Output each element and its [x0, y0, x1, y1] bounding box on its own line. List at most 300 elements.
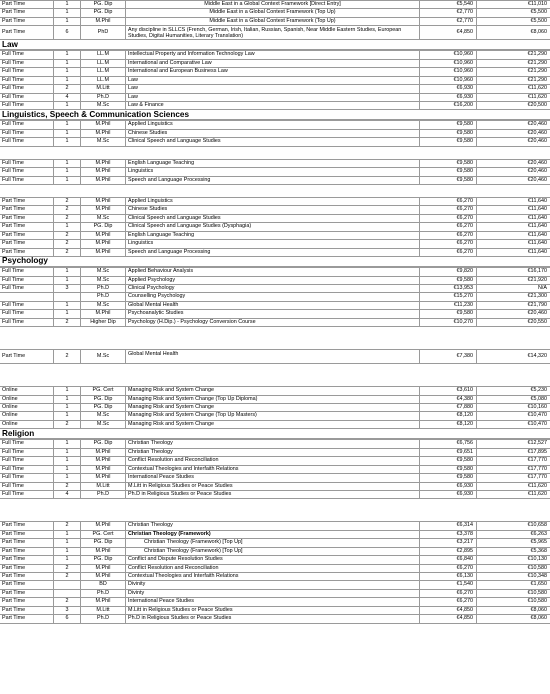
programme-cell: Applied Psychology	[125, 277, 419, 284]
study-mode-cell: Part Time	[2, 231, 26, 238]
programme-cell: International and European Business Law	[125, 68, 419, 75]
study-mode-cell: Part Time	[2, 522, 26, 529]
eu-fee-cell: €9,580	[419, 277, 476, 284]
study-mode-cell: Online	[2, 395, 18, 402]
table-row	[0, 60, 550, 68]
eu-fee-cell: €9,580	[419, 457, 476, 464]
programme-cell: M.Litt in Religious Studies or Peace Studies	[125, 483, 419, 490]
duration-cell: 1	[53, 223, 80, 230]
eu-fee-cell: €6,130	[419, 573, 476, 580]
qualification-cell: M.Phil	[80, 206, 125, 213]
non-eu-fee-cell: €8,060	[476, 26, 550, 39]
table-row	[0, 598, 550, 606]
fee-table-block	[0, 120, 550, 146]
table-row	[0, 581, 550, 589]
study-mode-cell: Part Time	[2, 1, 26, 8]
duration-cell: 1	[53, 396, 80, 403]
eu-fee-cell: €4,850	[419, 26, 476, 39]
duration-cell: 2	[53, 598, 80, 605]
non-eu-fee-cell: €11,640	[476, 198, 550, 205]
table-row	[0, 404, 550, 412]
table-row	[0, 474, 550, 482]
non-eu-fee-cell: €20,550	[476, 319, 550, 326]
programme-cell: Conflict Resolution and Reconciliation	[125, 457, 419, 464]
duration-cell	[53, 590, 80, 597]
non-eu-fee-cell: €11,620	[476, 94, 550, 101]
qualification-cell: M.Phil	[80, 548, 125, 555]
qualification-cell: M.Sc	[80, 268, 125, 275]
non-eu-fee-cell: €10,658	[476, 522, 550, 529]
programme-cell: Applied Behaviour Analysis	[125, 268, 419, 275]
non-eu-fee-cell: €21,290	[476, 60, 550, 67]
qualification-cell: Ph.D	[80, 285, 125, 292]
non-eu-fee-cell: €8,060	[476, 615, 550, 622]
non-eu-fee-cell: €20,460	[476, 121, 550, 128]
study-mode-cell: Full Time	[2, 76, 24, 83]
table-row	[0, 138, 550, 146]
eu-fee-cell: €6,840	[419, 556, 476, 563]
section-heading: Linguistics, Speech & Communication Sciences	[0, 110, 550, 120]
duration-cell: 4	[53, 94, 80, 101]
qualification-cell: M.Phil	[80, 474, 125, 481]
duration-cell: 2	[53, 483, 80, 490]
table-row	[0, 94, 550, 102]
eu-fee-cell: €10,960	[419, 77, 476, 84]
non-eu-fee-cell: N/A	[476, 285, 550, 292]
non-eu-fee-cell: €5,965	[476, 539, 550, 546]
non-eu-fee-cell: €20,460	[476, 138, 550, 145]
non-eu-fee-cell: €11,640	[476, 240, 550, 247]
qualification-cell: M.Phil	[80, 240, 125, 247]
duration-cell: 2	[53, 350, 80, 363]
non-eu-fee-cell: €5,080	[476, 396, 550, 403]
non-eu-fee-cell: €11,640	[476, 249, 550, 256]
non-eu-fee-cell: €20,460	[476, 177, 550, 184]
eu-fee-cell: €6,930	[419, 85, 476, 92]
programme-cell: Global Mental Health	[125, 350, 419, 363]
eu-fee-cell: €9,580	[419, 130, 476, 137]
non-eu-fee-cell: €10,160	[476, 404, 550, 411]
duration-cell: 1	[53, 539, 80, 546]
study-mode-cell: Full Time	[2, 85, 24, 92]
study-mode-cell: Full Time	[2, 129, 24, 136]
duration-cell: 1	[53, 474, 80, 481]
section-heading: Religion	[0, 429, 550, 439]
study-mode-cell: Part Time	[2, 9, 26, 16]
study-mode-cell: Full Time	[2, 457, 24, 464]
programme-cell: M.Litt in Religious Studies or Peace Studies	[125, 607, 419, 614]
table-row	[0, 1, 550, 9]
duration-cell: 2	[53, 206, 80, 213]
study-mode-cell: Full Time	[2, 310, 24, 317]
non-eu-fee-cell: €11,640	[476, 206, 550, 213]
programme-cell: Divinity	[125, 581, 419, 588]
table-gap	[0, 364, 550, 386]
study-mode-cell: Full Time	[2, 268, 24, 275]
table-row	[0, 223, 550, 231]
eu-fee-cell: €9,580	[419, 121, 476, 128]
qualification-cell: M.Phil	[80, 160, 125, 167]
duration-cell: 1	[53, 51, 80, 58]
eu-fee-cell: €2,895	[419, 548, 476, 555]
duration-cell: 2	[53, 573, 80, 580]
qualification-cell: M.Sc	[80, 138, 125, 145]
non-eu-fee-cell: €11,640	[476, 232, 550, 239]
study-mode-cell: Full Time	[2, 448, 24, 455]
qualification-cell: PG. Dip	[80, 440, 125, 447]
programme-cell: International Peace Studies	[125, 598, 419, 605]
table-row	[0, 77, 550, 85]
study-mode-cell: Part Time	[2, 598, 26, 605]
qualification-cell: M.Sc	[80, 350, 125, 363]
programme-cell: Clinical Speech and Language Studies (Dysphagia)	[125, 223, 419, 230]
study-mode-cell: Full Time	[2, 59, 24, 66]
qualification-cell: M.Phil	[80, 121, 125, 128]
table-row	[0, 522, 550, 530]
fee-table-block	[0, 439, 550, 499]
eu-fee-cell: €9,580	[419, 177, 476, 184]
table-row	[0, 121, 550, 129]
duration-cell: 2	[53, 240, 80, 247]
non-eu-fee-cell: €21,790	[476, 302, 550, 309]
duration-cell: 1	[53, 548, 80, 555]
qualification-cell: PG. Dip	[80, 404, 125, 411]
programme-cell: Christian Theology	[125, 522, 419, 529]
study-mode-cell: Part Time	[2, 589, 26, 596]
qualification-cell: M.Sc	[80, 421, 125, 428]
eu-fee-cell: €4,850	[419, 615, 476, 622]
non-eu-fee-cell: €8,060	[476, 607, 550, 614]
programme-cell: Ph.D in Religious Studies or Peace Studies	[125, 615, 419, 622]
qualification-cell: M.Phil	[80, 177, 125, 184]
duration-cell: 2	[53, 232, 80, 239]
study-mode-cell: Full Time	[2, 301, 24, 308]
table-row	[0, 51, 550, 59]
table-row	[0, 556, 550, 564]
table-row	[0, 531, 550, 539]
table-row	[0, 168, 550, 176]
eu-fee-cell: €9,580	[419, 466, 476, 473]
programme-cell: Law	[125, 77, 419, 84]
qualification-cell: Ph.D	[80, 590, 125, 597]
eu-fee-cell: €6,270	[419, 206, 476, 213]
non-eu-fee-cell: €10,130	[476, 556, 550, 563]
non-eu-fee-cell: €17,895	[476, 449, 550, 456]
eu-fee-cell: €10,960	[419, 60, 476, 67]
study-mode-cell: Part Time	[2, 352, 26, 359]
programme-cell: Christian Theology	[125, 449, 419, 456]
duration-cell: 1	[53, 1, 80, 8]
eu-fee-cell: €10,960	[419, 51, 476, 58]
eu-fee-cell: €6,270	[419, 223, 476, 230]
duration-cell: 1	[53, 310, 80, 317]
study-mode-cell: Full Time	[2, 474, 24, 481]
qualification-cell: LL.M	[80, 51, 125, 58]
table-row	[0, 491, 550, 499]
duration-cell: 1	[53, 457, 80, 464]
study-mode-cell: Full Time	[2, 168, 24, 175]
table-row	[0, 387, 550, 395]
section-heading: Law	[0, 40, 550, 50]
non-eu-fee-cell: €12,527	[476, 440, 550, 447]
non-eu-fee-cell: €10,580	[476, 565, 550, 572]
eu-fee-cell: €8,120	[419, 412, 476, 419]
eu-fee-cell: €2,770	[419, 9, 476, 16]
non-eu-fee-cell: €11,620	[476, 491, 550, 498]
non-eu-fee-cell: €16,170	[476, 268, 550, 275]
study-mode-cell: Online	[2, 420, 18, 427]
programme-cell: Christian Theology (Framework) [Top Up]	[125, 548, 419, 555]
duration-cell: 2	[53, 421, 80, 428]
eu-fee-cell: €6,314	[419, 522, 476, 529]
programme-cell: Managing Risk and System Change	[125, 421, 419, 428]
duration-cell: 1	[53, 160, 80, 167]
table-row	[0, 160, 550, 168]
eu-fee-cell: €9,651	[419, 449, 476, 456]
table-row	[0, 68, 550, 76]
eu-fee-cell: €9,820	[419, 268, 476, 275]
programme-cell: Linguistics	[125, 240, 419, 247]
programme-cell: Clinical Speech and Language Studies	[125, 138, 419, 145]
table-row	[0, 85, 550, 93]
non-eu-fee-cell: €14,320	[476, 350, 550, 363]
eu-fee-cell: €7,880	[419, 404, 476, 411]
non-eu-fee-cell: €11,640	[476, 223, 550, 230]
study-mode-cell: Online	[2, 404, 18, 411]
duration-cell: 1	[53, 302, 80, 309]
study-mode-cell: Full Time	[2, 138, 24, 145]
eu-fee-cell: €3,378	[419, 531, 476, 538]
non-eu-fee-cell: €5,500	[476, 18, 550, 25]
non-eu-fee-cell: €11,620	[476, 85, 550, 92]
qualification-cell: M.Phil	[80, 18, 125, 25]
qualification-cell: LL.M	[80, 68, 125, 75]
qualification-cell: PG. Dip	[80, 556, 125, 563]
study-mode-cell: Part Time	[2, 606, 26, 613]
study-mode-cell: Part Time	[2, 547, 26, 554]
eu-fee-cell: €9,580	[419, 168, 476, 175]
eu-fee-cell: €6,930	[419, 483, 476, 490]
study-mode-cell: Full Time	[2, 465, 24, 472]
qualification-cell: PG. Dip	[80, 396, 125, 403]
eu-fee-cell: €9,580	[419, 160, 476, 167]
qualification-cell: LL.M	[80, 77, 125, 84]
fee-table-block	[0, 0, 550, 40]
non-eu-fee-cell: €17,770	[476, 466, 550, 473]
programme-cell: Middle East in a Global Context Framework (Top Up)	[125, 18, 419, 25]
qualification-cell: LL.M	[80, 60, 125, 67]
programme-cell: Managing Risk and System Change (Top Up Masters)	[125, 412, 419, 419]
qualification-cell: PhD	[80, 26, 125, 39]
non-eu-fee-cell: €21,300	[476, 293, 550, 300]
table-row	[0, 457, 550, 465]
eu-fee-cell: €7,380	[419, 350, 476, 363]
table-row	[0, 277, 550, 285]
study-mode-cell: Full Time	[2, 176, 24, 183]
eu-fee-cell: €11,230	[419, 302, 476, 309]
programme-cell: International and Comparative Law	[125, 60, 419, 67]
qualification-cell: M.Sc	[80, 302, 125, 309]
table-row	[0, 449, 550, 457]
eu-fee-cell: €9,580	[419, 310, 476, 317]
non-eu-fee-cell: €20,500	[476, 102, 550, 109]
table-row	[0, 9, 550, 17]
qualification-cell: M.Phil	[80, 565, 125, 572]
fee-table-block	[0, 197, 550, 257]
programme-cell: Global Mental Health	[125, 302, 419, 309]
programme-cell: Managing Risk and System Change (Top Up Diploma)	[125, 396, 419, 403]
study-mode-cell: Full Time	[2, 93, 24, 100]
eu-fee-cell: €10,960	[419, 68, 476, 75]
duration-cell: 3	[53, 285, 80, 292]
study-mode-cell: Part Time	[2, 206, 26, 213]
non-eu-fee-cell: €11,640	[476, 215, 550, 222]
qualification-cell: M.Phil	[80, 130, 125, 137]
qualification-cell: BD	[80, 581, 125, 588]
duration-cell: 2	[53, 565, 80, 572]
study-mode-cell: Part Time	[2, 214, 26, 221]
eu-fee-cell: €6,270	[419, 240, 476, 247]
programme-cell: Middle East in a Global Context Framework (Top Up)	[125, 9, 419, 16]
table-row	[0, 26, 550, 40]
eu-fee-cell: €9,580	[419, 138, 476, 145]
qualification-cell: M.Phil	[80, 249, 125, 256]
duration-cell: 1	[53, 268, 80, 275]
table-row	[0, 18, 550, 26]
programme-cell: Middle East in a Global Context Framework [Direct Entry]	[125, 1, 419, 8]
programme-cell: International Peace Studies	[125, 474, 419, 481]
study-mode-cell: Part Time	[2, 556, 26, 563]
study-mode-cell: Part Time	[2, 240, 26, 247]
eu-fee-cell: €6,930	[419, 491, 476, 498]
study-mode-cell: Full Time	[2, 318, 24, 325]
study-mode-cell: Part Time	[2, 530, 26, 537]
qualification-cell: PG. Dip	[80, 539, 125, 546]
qualification-cell: M.Phil	[80, 310, 125, 317]
duration-cell: 1	[53, 60, 80, 67]
qualification-cell: M.Phil	[80, 522, 125, 529]
table-row	[0, 215, 550, 223]
non-eu-fee-cell: €11,010	[476, 1, 550, 8]
duration-cell: 1	[53, 440, 80, 447]
programme-cell: Speech and Language Processing	[125, 177, 419, 184]
duration-cell: 3	[53, 607, 80, 614]
table-row	[0, 198, 550, 206]
qualification-cell: M.Phil	[80, 449, 125, 456]
duration-cell: 1	[53, 130, 80, 137]
table-row	[0, 590, 550, 598]
qualification-cell: PG. Cert	[80, 387, 125, 394]
qualification-cell: Ph.D	[80, 615, 125, 622]
non-eu-fee-cell: €21,290	[476, 51, 550, 58]
programme-cell: Managing Risk and System Change	[125, 404, 419, 411]
duration-cell: 1	[53, 412, 80, 419]
duration-cell: 2	[53, 249, 80, 256]
qualification-cell: M.Sc	[80, 412, 125, 419]
table-row	[0, 240, 550, 248]
programme-cell: Psychology (H.Dip.) - Psychology Conversion Course	[125, 319, 419, 326]
table-gap	[0, 147, 550, 159]
study-mode-cell: Part Time	[2, 615, 26, 622]
study-mode-cell: Online	[2, 387, 18, 394]
eu-fee-cell: €5,540	[419, 1, 476, 8]
duration-cell: 6	[53, 615, 80, 622]
eu-fee-cell: €13,953	[419, 285, 476, 292]
duration-cell	[53, 293, 80, 300]
qualification-cell: M.Sc	[80, 102, 125, 109]
qualification-cell: Ph.D	[80, 94, 125, 101]
programme-cell: Law	[125, 94, 419, 101]
study-mode-cell: Part Time	[2, 539, 26, 546]
table-row	[0, 421, 550, 429]
programme-cell: Managing Risk and System Change	[125, 387, 419, 394]
table-row	[0, 573, 550, 581]
qualification-cell: M.Sc	[80, 215, 125, 222]
table-row	[0, 206, 550, 214]
duration-cell: 1	[53, 277, 80, 284]
non-eu-fee-cell: €10,348	[476, 573, 550, 580]
programme-cell: Christian Theology	[125, 440, 419, 447]
table-row	[0, 412, 550, 420]
duration-cell: 1	[53, 404, 80, 411]
study-mode-cell: Part Time	[2, 29, 26, 36]
duration-cell: 1	[53, 9, 80, 16]
programme-cell: Linguistics	[125, 168, 419, 175]
programme-cell: Divinty	[125, 590, 419, 597]
duration-cell: 1	[53, 168, 80, 175]
programme-cell: English Language Teaching	[125, 160, 419, 167]
programme-cell: Psychoanalytic Studies	[125, 310, 419, 317]
programme-cell: Contextual Theologies and Interfaith Relations	[125, 466, 419, 473]
table-row	[0, 607, 550, 615]
qualification-cell: M.Phil	[80, 466, 125, 473]
fee-table-block	[0, 349, 550, 364]
duration-cell: 1	[53, 77, 80, 84]
eu-fee-cell: €6,756	[419, 440, 476, 447]
duration-cell: 1	[53, 387, 80, 394]
table-row	[0, 130, 550, 138]
non-eu-fee-cell: €5,368	[476, 548, 550, 555]
study-mode-cell: Full Time	[2, 276, 24, 283]
study-mode-cell: Part Time	[2, 581, 26, 588]
duration-cell: 2	[53, 522, 80, 529]
programme-cell: Chinese Studies	[125, 206, 419, 213]
programme-cell: Intellectual Property and Information Technology Law	[125, 51, 419, 58]
qualification-cell: M.Phil	[80, 232, 125, 239]
eu-fee-cell: €15,270	[419, 293, 476, 300]
study-mode-cell: Part Time	[2, 198, 26, 205]
duration-cell: 1	[53, 556, 80, 563]
eu-fee-cell: €6,270	[419, 215, 476, 222]
fee-table-block	[0, 267, 550, 327]
duration-cell: 1	[53, 102, 80, 109]
non-eu-fee-cell: €21,290	[476, 77, 550, 84]
programme-cell: Christian Theology (Framework)	[125, 531, 419, 538]
programme-cell: Chinese Studies	[125, 130, 419, 137]
qualification-cell: M.Sc	[80, 277, 125, 284]
eu-fee-cell: €6,270	[419, 198, 476, 205]
study-mode-cell: Part Time	[2, 223, 26, 230]
non-eu-fee-cell: €17,770	[476, 457, 550, 464]
table-row	[0, 285, 550, 293]
qualification-cell: M.Litt	[80, 85, 125, 92]
study-mode-cell: Full Time	[2, 490, 24, 497]
table-row	[0, 466, 550, 474]
eu-fee-cell: €4,380	[419, 396, 476, 403]
eu-fee-cell: €1,540	[419, 581, 476, 588]
non-eu-fee-cell: €11,620	[476, 483, 550, 490]
table-row	[0, 177, 550, 185]
